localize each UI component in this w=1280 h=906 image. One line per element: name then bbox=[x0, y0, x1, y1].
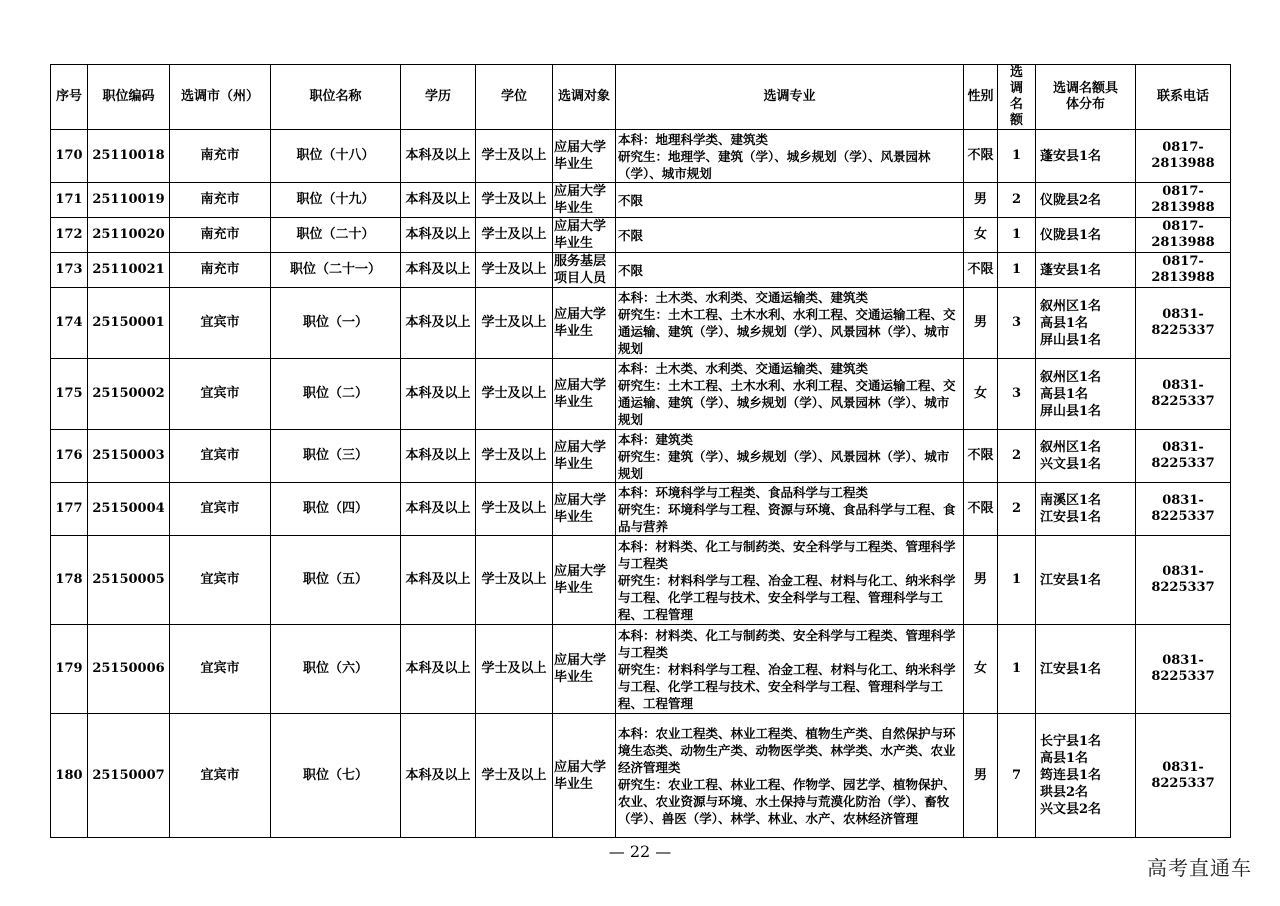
cell-name: 职位（四） bbox=[271, 483, 401, 536]
cell-name: 职位（二） bbox=[271, 359, 401, 430]
cell-seq: 180 bbox=[51, 714, 88, 838]
cell-degree: 学士及以上 bbox=[476, 430, 553, 483]
cell-seq: 179 bbox=[51, 625, 88, 714]
cell-phone: 0817-2813988 bbox=[1136, 218, 1231, 253]
cell-seq: 177 bbox=[51, 483, 88, 536]
cell-gender: 女 bbox=[964, 218, 998, 253]
cell-target: 应届大学毕业生 bbox=[553, 183, 616, 218]
cell-dist: 叙州区1名 高县1名 屏山县1名 bbox=[1036, 288, 1136, 359]
cell-target: 应届大学毕业生 bbox=[553, 536, 616, 625]
cell-edu: 本科及以上 bbox=[401, 288, 476, 359]
cell-major: 本科：材料类、化工与制药类、安全科学与工程类、管理科学与工程类 研究生：材料科学与工程、冶金工程、材料与化工、纳米科学与工程、化学工程与技术、安全科学与工程、管理科学与工程、工程管理 bbox=[616, 625, 964, 714]
table-row bbox=[51, 130, 1231, 183]
cell-major: 本科：环境科学与工程类、食品科学与工程类 研究生：环境科学与工程、资源与环境、食品科学与工程、食品与营养 bbox=[616, 483, 964, 536]
cell-edu: 本科及以上 bbox=[401, 183, 476, 218]
table-row bbox=[51, 483, 1231, 536]
cell-target: 应届大学毕业生 bbox=[553, 288, 616, 359]
cell-seq: 174 bbox=[51, 288, 88, 359]
cell-edu: 本科及以上 bbox=[401, 483, 476, 536]
cell-major: 本科：材料类、化工与制药类、安全科学与工程类、管理科学与工程类 研究生：材料科学与工程、冶金工程、材料与化工、纳米科学与工程、化学工程与技术、安全科学与工程、管理科学与工程、工程管理 bbox=[616, 536, 964, 625]
cell-degree: 学士及以上 bbox=[476, 218, 553, 253]
cell-count: 1 bbox=[998, 625, 1036, 714]
cell-count: 2 bbox=[998, 183, 1036, 218]
cell-major: 本科：农业工程类、林业工程类、植物生产类、自然保护与环境生态类、动物生产类、动物医学类、林学类、水产类、农业经济管理类 研究生：农业工程、林业工程、作物学、园艺学、植物保护、农业、农业资源与环境、水土保持与荒漠化防治（学）、畜牧（学）、兽医（学）、林学、林业、水产、农林经济管理 bbox=[616, 714, 964, 838]
cell-count: 3 bbox=[998, 288, 1036, 359]
cell-target: 服务基层项目人员 bbox=[553, 253, 616, 288]
cell-city: 宜宾市 bbox=[170, 625, 271, 714]
cell-major: 不限 bbox=[616, 253, 964, 288]
cell-gender: 不限 bbox=[964, 430, 998, 483]
cell-gender: 男 bbox=[964, 536, 998, 625]
cell-name: 职位（二十一） bbox=[271, 253, 401, 288]
cell-count: 2 bbox=[998, 430, 1036, 483]
cell-city: 宜宾市 bbox=[170, 359, 271, 430]
cell-code: 25110020 bbox=[88, 218, 170, 253]
cell-degree: 学士及以上 bbox=[476, 625, 553, 714]
cell-city: 宜宾市 bbox=[170, 714, 271, 838]
cell-dist: 叙州区1名 兴文县1名 bbox=[1036, 430, 1136, 483]
header-seq: 序号 bbox=[51, 65, 88, 130]
cell-gender: 女 bbox=[964, 625, 998, 714]
cell-phone: 0831-8225337 bbox=[1136, 430, 1231, 483]
cell-code: 25150002 bbox=[88, 359, 170, 430]
cell-city: 宜宾市 bbox=[170, 536, 271, 625]
cell-count: 1 bbox=[998, 218, 1036, 253]
cell-city: 南充市 bbox=[170, 218, 271, 253]
table-row bbox=[51, 536, 1231, 625]
cell-edu: 本科及以上 bbox=[401, 714, 476, 838]
cell-edu: 本科及以上 bbox=[401, 430, 476, 483]
cell-code: 25150007 bbox=[88, 714, 170, 838]
cell-phone: 0831-8225337 bbox=[1136, 625, 1231, 714]
cell-gender: 男 bbox=[964, 714, 998, 838]
cell-seq: 176 bbox=[51, 430, 88, 483]
cell-edu: 本科及以上 bbox=[401, 218, 476, 253]
table-row bbox=[51, 714, 1231, 838]
cell-count: 2 bbox=[998, 483, 1036, 536]
header-city: 选调市（州） bbox=[170, 65, 271, 130]
cell-target: 应届大学毕业生 bbox=[553, 218, 616, 253]
table-row bbox=[51, 359, 1231, 430]
header-degree: 学位 bbox=[476, 65, 553, 130]
cell-phone: 0817-2813988 bbox=[1136, 253, 1231, 288]
cell-dist: 蓬安县1名 bbox=[1036, 253, 1136, 288]
cell-dist: 南溪区1名 江安县1名 bbox=[1036, 483, 1136, 536]
cell-count: 1 bbox=[998, 130, 1036, 183]
cell-edu: 本科及以上 bbox=[401, 130, 476, 183]
cell-name: 职位（七） bbox=[271, 714, 401, 838]
cell-phone: 0817-2813988 bbox=[1136, 183, 1231, 218]
cell-degree: 学士及以上 bbox=[476, 253, 553, 288]
position-table bbox=[50, 64, 1231, 838]
cell-degree: 学士及以上 bbox=[476, 483, 553, 536]
cell-target: 应届大学毕业生 bbox=[553, 359, 616, 430]
cell-seq: 175 bbox=[51, 359, 88, 430]
cell-seq: 172 bbox=[51, 218, 88, 253]
cell-phone: 0817-2813988 bbox=[1136, 130, 1231, 183]
cell-code: 25150006 bbox=[88, 625, 170, 714]
table-row bbox=[51, 625, 1231, 714]
cell-major: 本科：建筑类 研究生：建筑（学）、城乡规划（学）、风景园林（学）、城市规划 bbox=[616, 430, 964, 483]
cell-dist: 江安县1名 bbox=[1036, 536, 1136, 625]
cell-gender: 不限 bbox=[964, 130, 998, 183]
cell-seq: 170 bbox=[51, 130, 88, 183]
page-number: — 22 — bbox=[608, 842, 672, 861]
cell-city: 宜宾市 bbox=[170, 483, 271, 536]
cell-gender: 不限 bbox=[964, 253, 998, 288]
cell-name: 职位（十九） bbox=[271, 183, 401, 218]
cell-dist: 江安县1名 bbox=[1036, 625, 1136, 714]
cell-phone: 0831-8225337 bbox=[1136, 288, 1231, 359]
header-phone: 联系电话 bbox=[1136, 65, 1231, 130]
cell-gender: 男 bbox=[964, 183, 998, 218]
cell-code: 25110021 bbox=[88, 253, 170, 288]
cell-target: 应届大学毕业生 bbox=[553, 625, 616, 714]
cell-count: 3 bbox=[998, 359, 1036, 430]
header-major: 选调专业 bbox=[616, 65, 964, 130]
cell-count: 1 bbox=[998, 536, 1036, 625]
cell-target: 应届大学毕业生 bbox=[553, 714, 616, 838]
cell-degree: 学士及以上 bbox=[476, 359, 553, 430]
cell-seq: 173 bbox=[51, 253, 88, 288]
header-dist: 选调名额具体分布 bbox=[1036, 65, 1136, 130]
cell-degree: 学士及以上 bbox=[476, 536, 553, 625]
cell-phone: 0831-8225337 bbox=[1136, 714, 1231, 838]
cell-major: 不限 bbox=[616, 183, 964, 218]
cell-count: 7 bbox=[998, 714, 1036, 838]
cell-major: 本科：土木类、水利类、交通运输类、建筑类 研究生：土木工程、土木水利、水利工程、交通运输工程、交通运输、建筑（学）、城乡规划（学）、风景园林（学）、城市规划 bbox=[616, 359, 964, 430]
header-code: 职位编码 bbox=[88, 65, 170, 130]
cell-name: 职位（三） bbox=[271, 430, 401, 483]
cell-code: 25110018 bbox=[88, 130, 170, 183]
cell-name: 职位（六） bbox=[271, 625, 401, 714]
header-target: 选调对象 bbox=[553, 65, 616, 130]
cell-name: 职位（十八） bbox=[271, 130, 401, 183]
cell-count: 1 bbox=[998, 253, 1036, 288]
cell-name: 职位（二十） bbox=[271, 218, 401, 253]
cell-degree: 学士及以上 bbox=[476, 288, 553, 359]
cell-target: 应届大学毕业生 bbox=[553, 130, 616, 183]
cell-degree: 学士及以上 bbox=[476, 714, 553, 838]
cell-city: 宜宾市 bbox=[170, 288, 271, 359]
cell-name: 职位（五） bbox=[271, 536, 401, 625]
header-edu: 学历 bbox=[401, 65, 476, 130]
cell-degree: 学士及以上 bbox=[476, 183, 553, 218]
cell-dist: 仪陇县1名 bbox=[1036, 218, 1136, 253]
cell-edu: 本科及以上 bbox=[401, 253, 476, 288]
cell-phone: 0831-8225337 bbox=[1136, 536, 1231, 625]
cell-dist: 蓬安县1名 bbox=[1036, 130, 1136, 183]
watermark: 高考直通车 bbox=[1147, 856, 1252, 880]
cell-major: 本科：土木类、水利类、交通运输类、建筑类 研究生：土木工程、土木水利、水利工程、交通运输工程、交通运输、建筑（学）、城乡规划（学）、风景园林（学）、城市规划 bbox=[616, 288, 964, 359]
header-row bbox=[51, 65, 1231, 130]
cell-seq: 178 bbox=[51, 536, 88, 625]
cell-edu: 本科及以上 bbox=[401, 536, 476, 625]
cell-code: 25150001 bbox=[88, 288, 170, 359]
header-gender: 性别 bbox=[964, 65, 998, 130]
cell-city: 南充市 bbox=[170, 253, 271, 288]
cell-gender: 女 bbox=[964, 359, 998, 430]
table-row bbox=[51, 288, 1231, 359]
cell-city: 南充市 bbox=[170, 130, 271, 183]
cell-dist: 长宁县1名 高县1名 筠连县1名 珙县2名 兴文县2名 bbox=[1036, 714, 1136, 838]
table-row bbox=[51, 430, 1231, 483]
cell-code: 25150005 bbox=[88, 536, 170, 625]
header-name: 职位名称 bbox=[271, 65, 401, 130]
cell-phone: 0831-8225337 bbox=[1136, 483, 1231, 536]
cell-code: 25150004 bbox=[88, 483, 170, 536]
cell-seq: 171 bbox=[51, 183, 88, 218]
cell-target: 应届大学毕业生 bbox=[553, 430, 616, 483]
cell-major: 不限 bbox=[616, 218, 964, 253]
cell-gender: 不限 bbox=[964, 483, 998, 536]
cell-gender: 男 bbox=[964, 288, 998, 359]
cell-dist: 叙州区1名 高县1名 屏山县1名 bbox=[1036, 359, 1136, 430]
cell-city: 宜宾市 bbox=[170, 430, 271, 483]
cell-edu: 本科及以上 bbox=[401, 359, 476, 430]
cell-major: 本科：地理科学类、建筑类 研究生：地理学、建筑（学）、城乡规划（学）、风景园林（学）、城市规划 bbox=[616, 130, 964, 183]
header-count: 选调名额 bbox=[998, 65, 1036, 130]
table-body bbox=[51, 130, 1231, 838]
cell-degree: 学士及以上 bbox=[476, 130, 553, 183]
cell-code: 25110019 bbox=[88, 183, 170, 218]
table-row bbox=[51, 183, 1231, 218]
cell-name: 职位（一） bbox=[271, 288, 401, 359]
cell-dist: 仪陇县2名 bbox=[1036, 183, 1136, 218]
table-row bbox=[51, 218, 1231, 253]
cell-edu: 本科及以上 bbox=[401, 625, 476, 714]
cell-phone: 0831-8225337 bbox=[1136, 359, 1231, 430]
table-row bbox=[51, 253, 1231, 288]
cell-city: 南充市 bbox=[170, 183, 271, 218]
cell-code: 25150003 bbox=[88, 430, 170, 483]
cell-target: 应届大学毕业生 bbox=[553, 483, 616, 536]
